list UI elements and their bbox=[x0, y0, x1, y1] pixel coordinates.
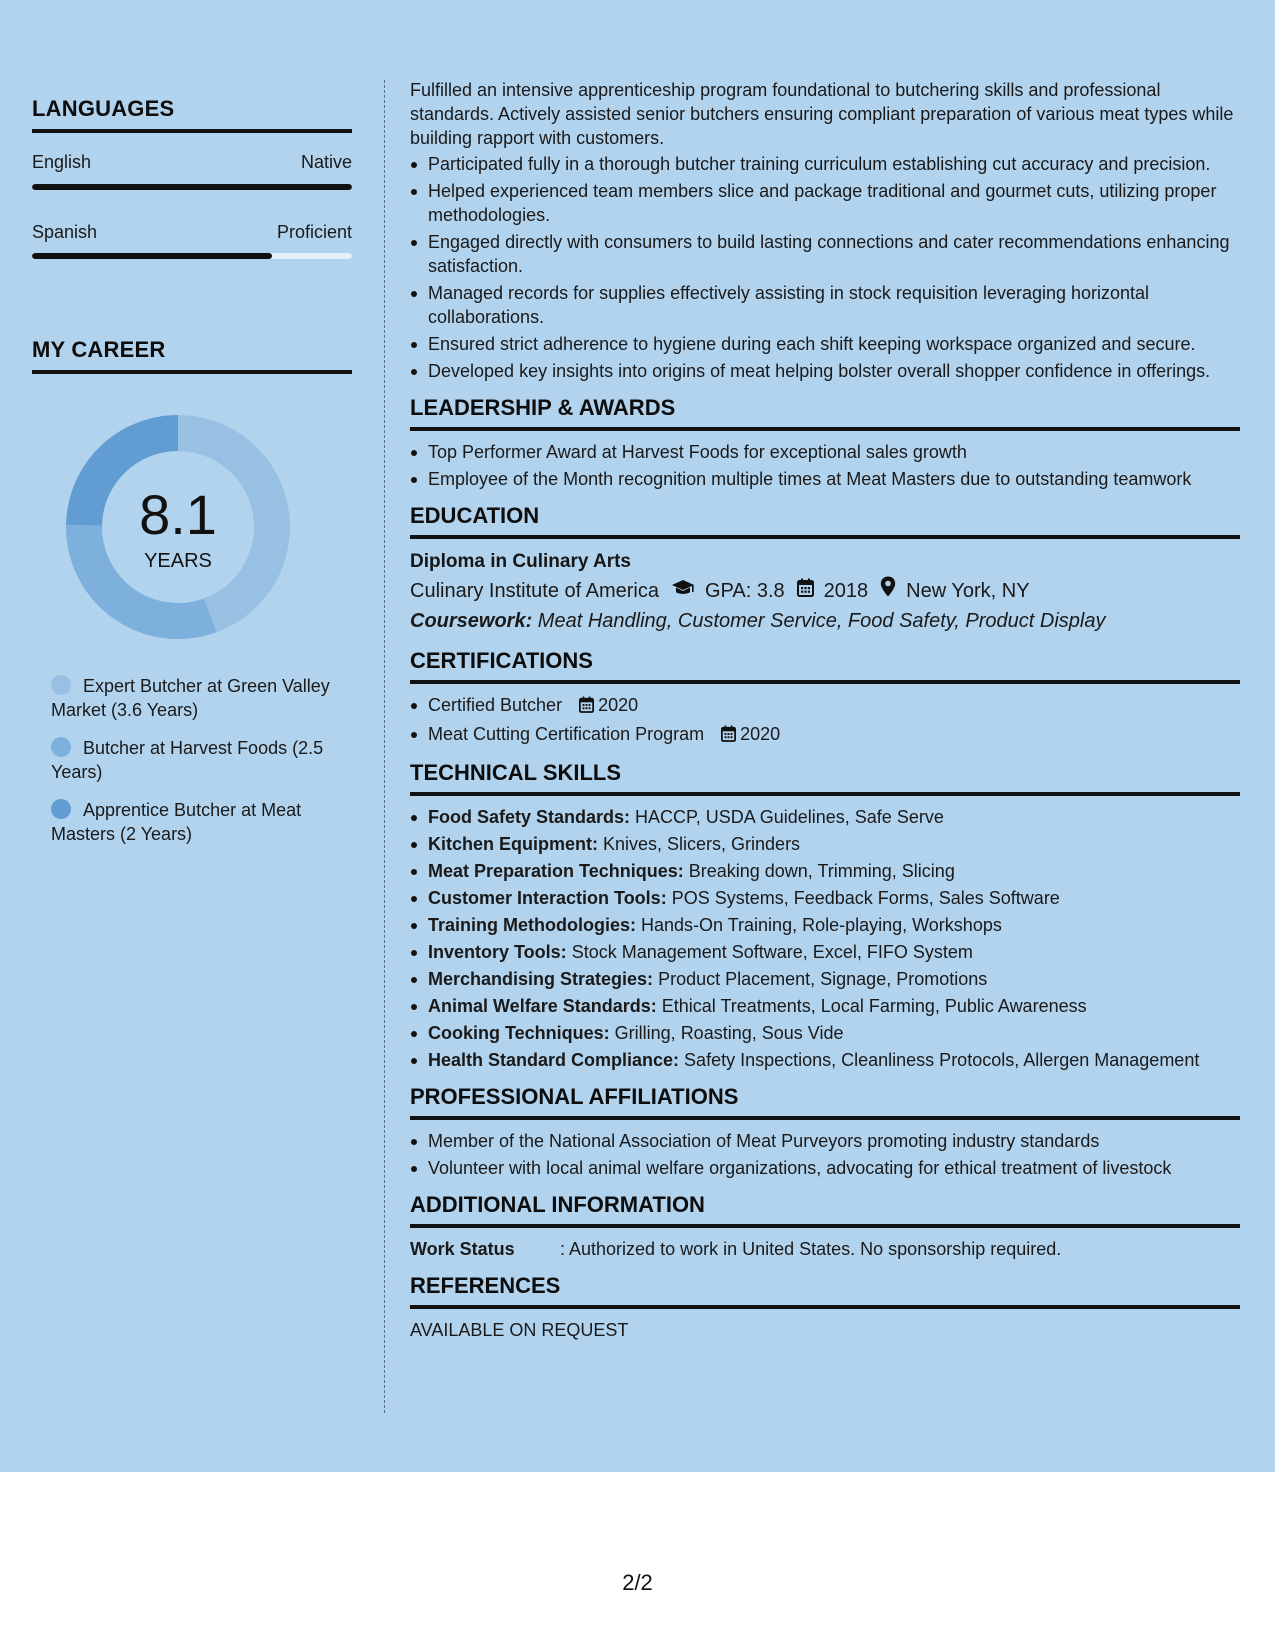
education-degree: Diploma in Culinary Arts bbox=[410, 551, 631, 572]
education-year: 2018 bbox=[823, 580, 869, 602]
donut-center bbox=[66, 415, 290, 639]
skill-label: Animal Welfare Standards: bbox=[428, 996, 657, 1016]
additional-info-heading: ADDITIONAL INFORMATION bbox=[410, 1192, 705, 1217]
skill-label: Food Safety Standards: bbox=[428, 807, 631, 827]
skill-label: Cooking Techniques: bbox=[428, 1023, 610, 1043]
language-bar-fill bbox=[32, 184, 352, 190]
section-rule bbox=[410, 792, 1240, 796]
location-pin-icon bbox=[880, 576, 896, 606]
legend-label: Butcher at Harvest Foods (2.5 Years) bbox=[51, 738, 324, 782]
skill-value: Safety Inspections, Cleanliness Protocols, Allergen Management bbox=[679, 1050, 1200, 1070]
legend-item bbox=[51, 798, 341, 846]
career-donut-chart bbox=[66, 415, 290, 639]
section-rule bbox=[410, 1305, 1240, 1309]
skills-list bbox=[410, 805, 1240, 1072]
list-item: Volunteer with local animal welfare organizations, advocating for ethical treatment of livestock bbox=[410, 1156, 1240, 1180]
list-item: Ensured strict adherence to hygiene during each shift keeping workspace organized and secure. bbox=[410, 332, 1240, 356]
list-item bbox=[410, 693, 1240, 719]
skill-label: Training Methodologies: bbox=[428, 915, 636, 935]
skill-value: POS Systems, Feedback Forms, Sales Software bbox=[666, 888, 1060, 908]
education-gpa: GPA: 3.8 bbox=[705, 580, 785, 602]
page-number: 2/2 bbox=[622, 1570, 653, 1595]
career-heading: MY CAREER bbox=[32, 337, 166, 362]
work-status-value: : Authorized to work in United States. No sponsorship required. bbox=[560, 1239, 1062, 1259]
legend-dot bbox=[51, 675, 71, 695]
skill-value: Knives, Slicers, Grinders bbox=[598, 834, 801, 854]
education-school: Culinary Institute of America bbox=[410, 580, 659, 602]
education-coursework bbox=[410, 606, 1240, 636]
language-bar-spanish bbox=[32, 253, 352, 259]
language-name: English bbox=[32, 152, 92, 172]
career-section bbox=[32, 337, 352, 374]
calendar-icon bbox=[721, 724, 736, 748]
certification-name: Certified Butcher bbox=[428, 695, 563, 715]
education-location: New York, NY bbox=[906, 580, 1030, 602]
column-divider bbox=[384, 80, 385, 1413]
list-item: Member of the National Association of Meat Purveyors promoting industry standards bbox=[410, 1129, 1240, 1153]
section-rule bbox=[410, 680, 1240, 684]
list-item: Top Performer Award at Harvest Foods for exceptional sales growth bbox=[410, 440, 1240, 464]
legend-item bbox=[51, 736, 341, 784]
skills-heading: TECHNICAL SKILLS bbox=[410, 760, 622, 785]
list-item bbox=[410, 940, 1240, 964]
work-status-key: Work Status bbox=[410, 1239, 515, 1259]
list-item bbox=[410, 1021, 1240, 1045]
work-status-row bbox=[410, 1237, 1240, 1261]
certifications-heading: CERTIFICATIONS bbox=[410, 648, 593, 673]
skill-value: Stock Management Software, Excel, FIFO System bbox=[566, 942, 973, 962]
language-bar-fill bbox=[32, 253, 272, 259]
skill-label: Health Standard Compliance: bbox=[428, 1050, 680, 1070]
coursework-list: Meat Handling, Customer Service, Food Safety, Product Display bbox=[532, 610, 1106, 632]
list-item: Participated fully in a thorough butcher training curriculum establishing cut accuracy and precision. bbox=[410, 152, 1240, 176]
skill-label: Meat Preparation Techniques: bbox=[428, 861, 684, 881]
skill-label: Kitchen Equipment: bbox=[428, 834, 598, 854]
coursework-label: Coursework: bbox=[410, 610, 533, 632]
section-rule bbox=[410, 427, 1240, 431]
skill-value: Ethical Treatments, Local Farming, Public Awareness bbox=[656, 996, 1087, 1016]
references-text: AVAILABLE ON REQUEST bbox=[410, 1320, 629, 1340]
career-total-years: 8.1 bbox=[139, 483, 217, 546]
certifications-list bbox=[410, 693, 1240, 748]
legend-dot bbox=[51, 737, 71, 757]
skill-label: Customer Interaction Tools: bbox=[428, 888, 667, 908]
list-item: Managed records for supplies effectively assisting in stock requisition leveraging horizontal collaborations. bbox=[410, 281, 1240, 329]
career-total-unit: YEARS bbox=[144, 550, 212, 572]
list-item: Employee of the Month recognition multiple times at Meat Masters due to outstanding teamwork bbox=[410, 467, 1240, 491]
list-item bbox=[410, 886, 1240, 910]
certification-year: 2020 bbox=[598, 695, 639, 715]
career-legend bbox=[51, 674, 341, 860]
language-level: Native bbox=[300, 152, 352, 172]
leadership-list bbox=[410, 440, 1240, 491]
right-column bbox=[410, 78, 1240, 1342]
legend-label: Apprentice Butcher at Meat Masters (2 Years) bbox=[51, 800, 302, 844]
skill-value: Grilling, Roasting, Sous Vide bbox=[609, 1023, 844, 1043]
education-details bbox=[410, 576, 1240, 606]
list-item bbox=[410, 967, 1240, 991]
language-row-english bbox=[32, 152, 352, 173]
graduation-cap-icon bbox=[671, 576, 695, 606]
list-item: Helped experienced team members slice and package traditional and gourmet cuts, utilizing proper methodologies. bbox=[410, 179, 1240, 227]
list-item: Engaged directly with consumers to build lasting connections and cater recommendations enhancing satisfaction. bbox=[410, 230, 1240, 278]
legend-item bbox=[51, 674, 341, 722]
certification-year: 2020 bbox=[740, 724, 781, 744]
skill-label: Merchandising Strategies: bbox=[428, 969, 654, 989]
list-item bbox=[410, 805, 1240, 829]
skill-value: Product Placement, Signage, Promotions bbox=[653, 969, 988, 989]
list-item bbox=[410, 722, 1240, 748]
leadership-heading: LEADERSHIP & AWARDS bbox=[410, 395, 676, 420]
skill-value: HACCP, USDA Guidelines, Safe Serve bbox=[630, 807, 944, 827]
list-item bbox=[410, 994, 1240, 1018]
affiliations-heading: PROFESSIONAL AFFILIATIONS bbox=[410, 1084, 739, 1109]
list-item bbox=[410, 913, 1240, 937]
list-item bbox=[410, 859, 1240, 883]
calendar-icon bbox=[579, 695, 594, 719]
language-level: Proficient bbox=[276, 222, 352, 242]
language-name: Spanish bbox=[32, 222, 98, 242]
languages-heading-rule bbox=[32, 129, 352, 133]
references-heading: REFERENCES bbox=[410, 1273, 561, 1298]
language-row-spanish bbox=[32, 222, 352, 243]
section-rule bbox=[410, 535, 1240, 539]
list-item bbox=[410, 1048, 1240, 1072]
skill-value: Hands-On Training, Role-playing, Workshops bbox=[636, 915, 1002, 935]
experience-intro: Fulfilled an intensive apprenticeship program foundational to butchering skills and professional standards. Actively assisted senior butchers ensuring compliant preparation of various meat types while building rapport with customers. bbox=[410, 80, 1234, 148]
section-rule bbox=[410, 1224, 1240, 1228]
legend-label: Expert Butcher at Green Valley Market (3.6 Years) bbox=[51, 676, 330, 720]
calendar-icon bbox=[797, 576, 814, 606]
affiliations-list bbox=[410, 1129, 1240, 1180]
languages-heading: LANGUAGES bbox=[32, 96, 175, 121]
skill-value: Breaking down, Trimming, Slicing bbox=[683, 861, 955, 881]
certification-name: Meat Cutting Certification Program bbox=[428, 724, 705, 744]
list-item bbox=[410, 832, 1240, 856]
list-item: Developed key insights into origins of meat helping bolster overall shopper confidence in offerings. bbox=[410, 359, 1240, 383]
languages-section bbox=[32, 96, 352, 133]
career-heading-rule bbox=[32, 370, 352, 374]
skill-label: Inventory Tools: bbox=[428, 942, 567, 962]
language-bar-english bbox=[32, 184, 352, 190]
legend-dot bbox=[51, 799, 71, 819]
section-rule bbox=[410, 1116, 1240, 1120]
experience-bullets bbox=[410, 152, 1240, 383]
education-heading: EDUCATION bbox=[410, 503, 540, 528]
